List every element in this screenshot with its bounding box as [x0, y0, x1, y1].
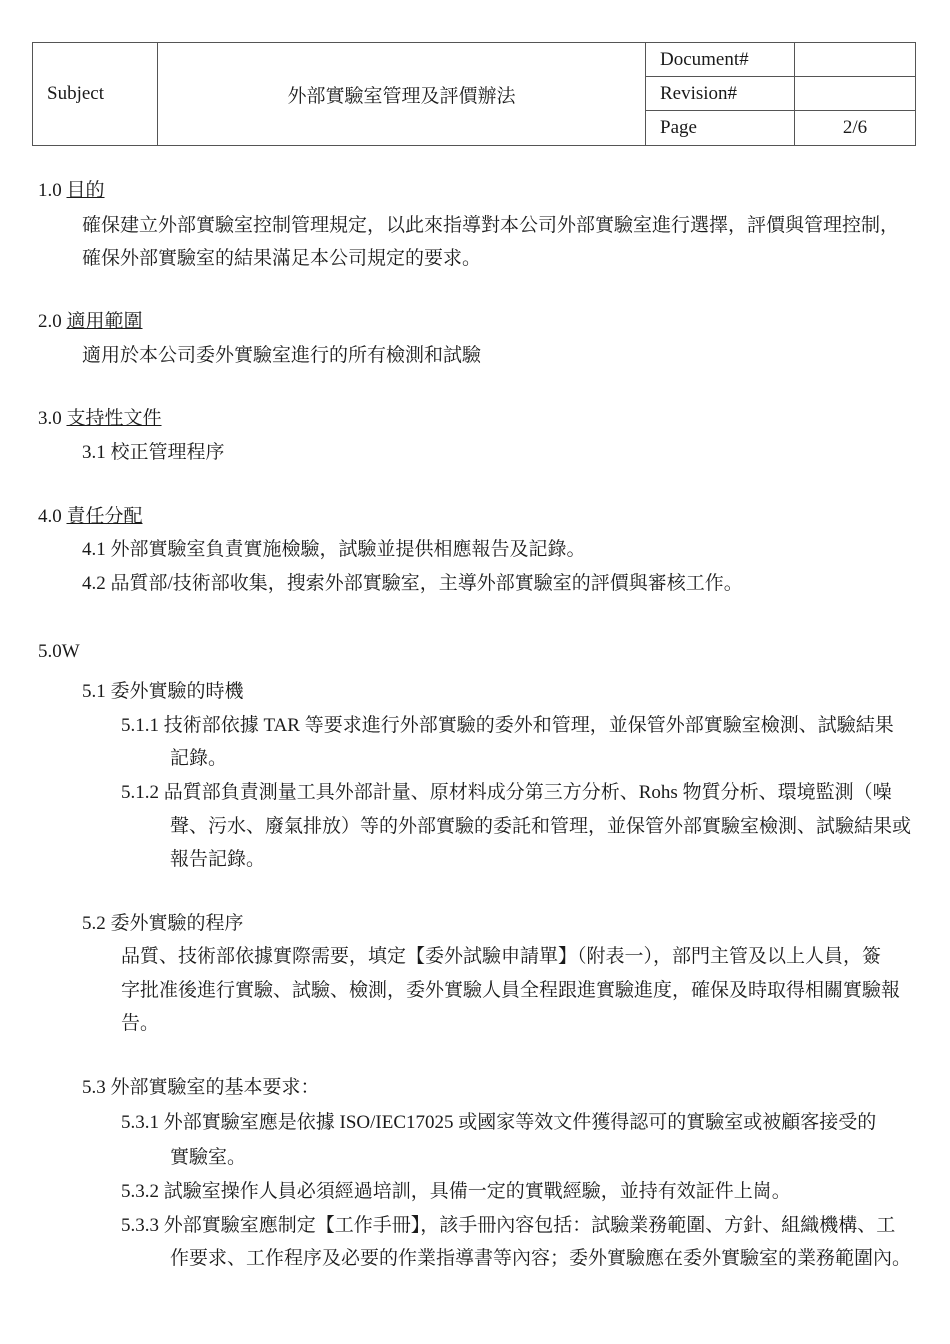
section-heading-5: 5.0W: [38, 641, 80, 662]
list-item-continuation: 實驗室。: [170, 1147, 247, 1168]
section-number: 4.0: [38, 506, 62, 527]
list-item-continuation: 聲、污水、廢氣排放）等的外部實驗的委託和管理，並保管外部實驗室檢測、試驗結果或: [170, 816, 912, 837]
section-heading-responsibilities: [38, 505, 143, 529]
list-item-continuation: 作要求、工作程序及必要的作業指導書等內容；委外實驗應在委外實驗室的業務範圍內。: [170, 1248, 912, 1269]
section-heading-supporting-docs: [38, 407, 162, 431]
paragraph-line: 適用於本公司委外實驗室進行的所有檢測和試驗: [82, 345, 482, 366]
list-item-continuation: 記錄。: [170, 748, 228, 769]
list-item: 5.3.3 外部實驗室應制定【工作手冊】，該手冊內容包括：試驗業務範圍、方針、組織機構、工: [121, 1215, 896, 1236]
page-number: 2/6: [795, 111, 916, 146]
list-item: 5.1.1 技術部依據 TAR 等要求進行外部實驗的委外和管理，並保管外部實驗室檢測、試驗結果: [121, 715, 894, 736]
section-title: 責任分配: [66, 506, 143, 527]
list-item: 5.1.2 品質部負責測量工具外部計量、原材料成分第三方分析、Rohs 物質分析、環境監測（噪: [121, 782, 892, 803]
section-title: 目的: [66, 180, 105, 201]
page-label: Page: [646, 111, 795, 146]
paragraph-line: 告。: [121, 1013, 160, 1034]
paragraph-line: 品質、技術部依據實際需要，填定【委外試驗申請單】（附表一），部門主管及以上人員，簽: [121, 946, 882, 967]
paragraph-line: 確保建立外部實驗室控制管理規定，以此來指導對本公司外部實驗室進行選擇，評價與管理控制，: [82, 215, 900, 236]
document-number-label: Document#: [646, 43, 795, 77]
list-item: 4.1 外部實驗室負責實施檢驗，試驗並提供相應報告及記錄。: [82, 539, 586, 560]
revision-label: Revision#: [646, 77, 795, 111]
list-item: 5.3.2 試驗室操作人員必須經過培訓，具備一定的實戰經驗，並持有效証件上崗。: [121, 1181, 791, 1202]
list-item: 4.2 品質部/技術部收集，搜索外部實驗室，主導外部實驗室的評價與審核工作。: [82, 573, 743, 594]
document-title: 外部實驗室管理及評價辦法: [158, 43, 646, 146]
section-heading-purpose: [38, 179, 105, 203]
subsection-heading: 5.1 委外實驗的時機: [82, 681, 244, 702]
subsection-heading: 5.2 委外實驗的程序: [82, 913, 244, 934]
paragraph-line: 確保外部實驗室的結果滿足本公司規定的要求。: [82, 248, 482, 269]
section-title: 適用範圍: [66, 311, 143, 332]
section-title: 支持性文件: [66, 408, 162, 429]
paragraph-line: 字批准後進行實驗、試驗、檢測，委外實驗人員全程跟進實驗進度，確保及時取得相關實驗報: [121, 980, 901, 1001]
list-item: 3.1 校正管理程序: [82, 442, 225, 463]
section-number: 1.0: [38, 180, 62, 201]
section-number: 3.0: [38, 408, 62, 429]
subsection-heading: 5.3 外部實驗室的基本要求：: [82, 1077, 320, 1098]
section-heading-scope: [38, 310, 143, 334]
list-item: 5.3.1 外部實驗室應是依據 ISO/IEC17025 或國家等效文件獲得認可的實驗室或被顧客接受的: [121, 1112, 877, 1133]
section-number: 2.0: [38, 311, 62, 332]
subject-label: Subject: [33, 43, 158, 146]
list-item-continuation: 報告記錄。: [170, 849, 266, 870]
